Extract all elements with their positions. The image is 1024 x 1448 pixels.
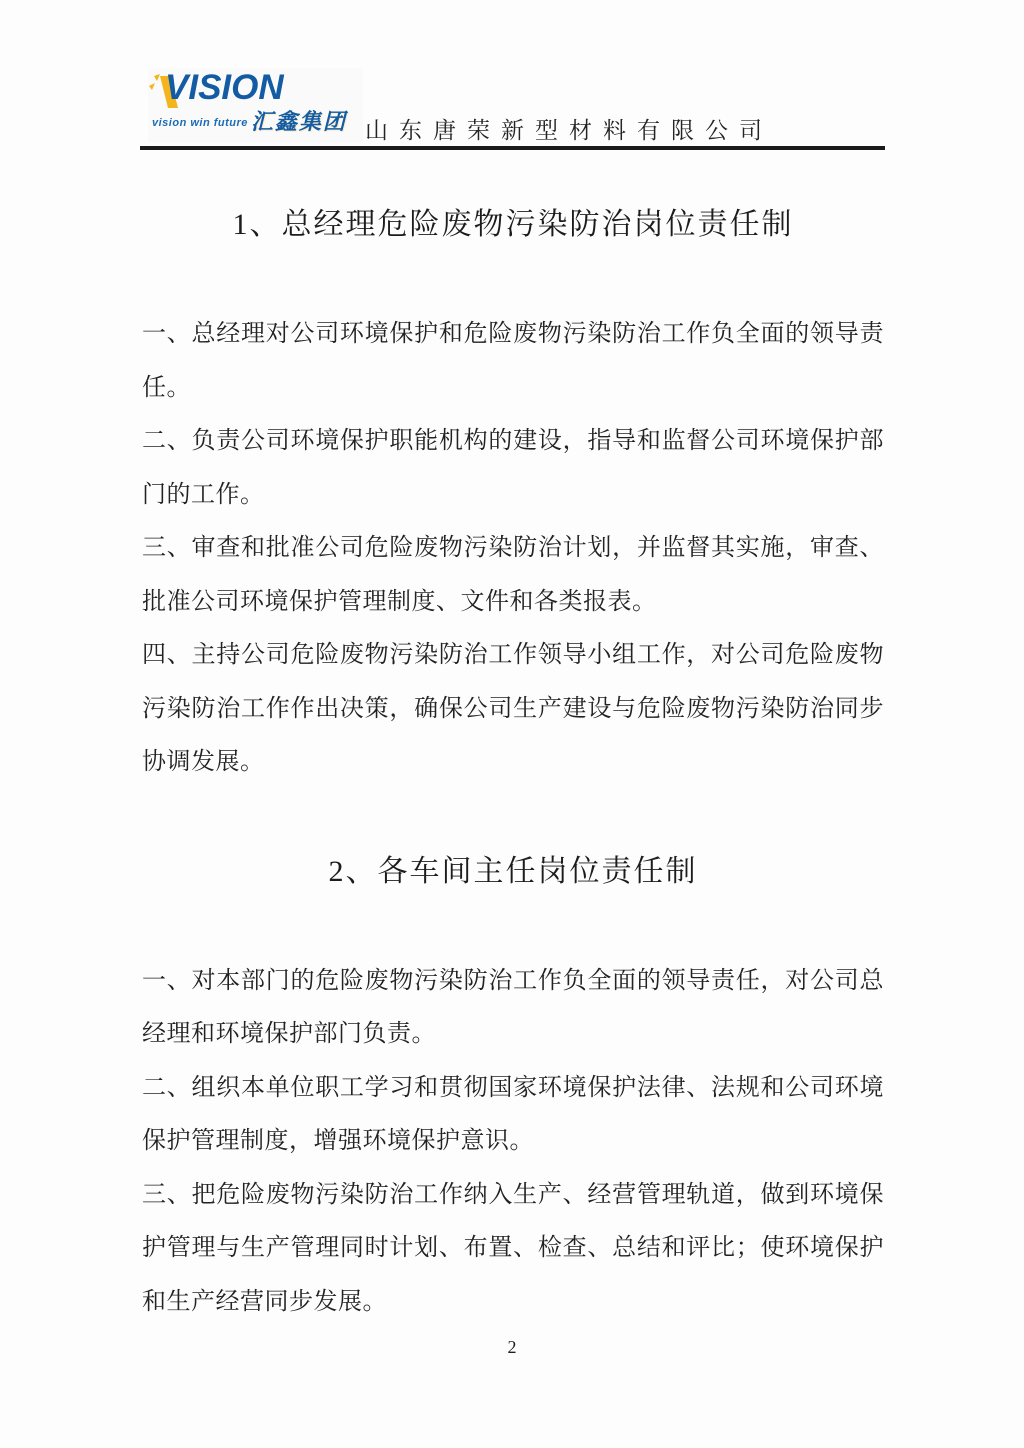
paragraph: 一、总经理对公司环境保护和危险废物污染防治工作负全面的领导责任。 xyxy=(142,321,884,401)
page-footer xyxy=(0,1337,1024,1358)
paragraph: 二、组织本单位职工学习和贯彻国家环境保护法律、法规和公司环境保护管理制度，增强环境保护意识。 xyxy=(142,1074,884,1154)
section-2-body xyxy=(142,955,884,1330)
logo-brand-text: VISION xyxy=(165,68,284,107)
paragraph: 一、对本部门的危险废物污染防治工作负全面的领导责任，对公司总经理和环境保护部门负责。 xyxy=(142,967,884,1047)
document-content xyxy=(142,0,884,1329)
section-workshop-director xyxy=(142,852,884,1330)
company-name: 山东唐荣新型材料有限公司 xyxy=(365,118,773,143)
page-number: 2 xyxy=(507,1337,517,1357)
logo-tagline: vision win future xyxy=(152,117,248,129)
section-general-manager xyxy=(142,205,884,790)
paragraph: 四、主持公司危险废物污染防治工作领导小组工作，对公司危险废物污染防治工作作出决策，确保公司生产建设与危险废物污染防治同步协调发展。 xyxy=(142,642,884,775)
paragraph: 三、审查和批准公司危险废物污染防治计划，并监督其实施，审查、批准公司环境保护管理制度、文件和各类报表。 xyxy=(142,535,884,615)
section-2-title: 2、各车间主任岗位责任制 xyxy=(328,854,698,888)
paragraph: 二、负责公司环境保护职能机构的建设，指导和监督公司环境保护部门的工作。 xyxy=(142,428,884,508)
section-1-title: 1、总经理危险废物污染防治岗位责任制 xyxy=(232,208,794,241)
paragraph: 三、把危险废物污染防治工作纳入生产、经营管理轨道，做到环境保护管理与生产管理同时计划、布置、检查、总结和评比；使环境保护和生产经营同步发展。 xyxy=(142,1181,884,1315)
section-1-body xyxy=(142,308,884,790)
logo-group-name: 汇鑫集团 xyxy=(250,109,347,134)
